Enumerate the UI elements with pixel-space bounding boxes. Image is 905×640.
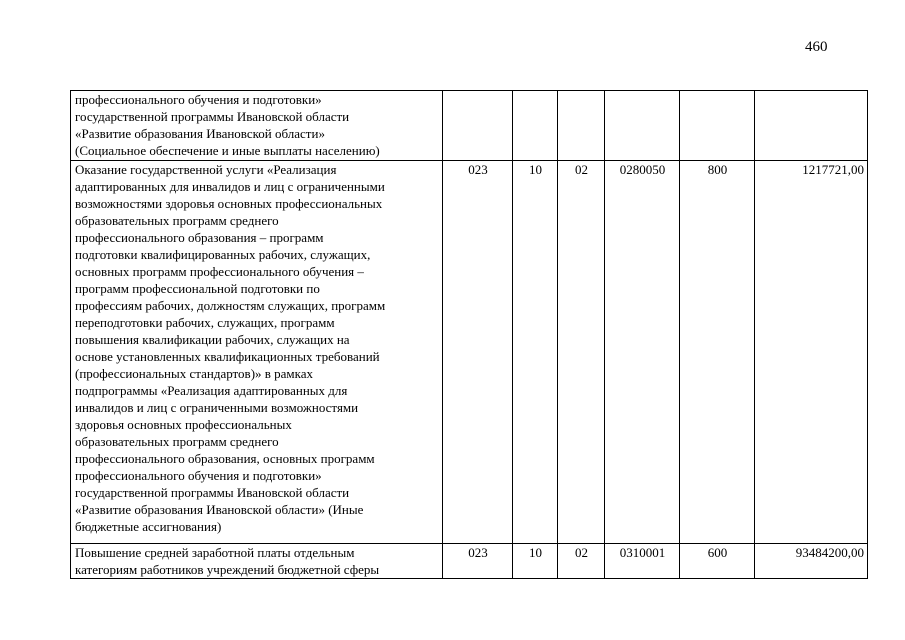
- subsection-code-cell: [558, 91, 605, 161]
- description-line: государственной программы Ивановской области: [75, 485, 350, 500]
- description-line: «Развитие образования Ивановской области»: [75, 126, 325, 141]
- expense-type-cell: [680, 91, 755, 161]
- description-line: бюджетные ассигнования): [75, 519, 222, 534]
- description-line: подпрограммы «Реализация адаптированных для: [75, 383, 348, 398]
- row-description: [71, 544, 443, 579]
- expense-type-cell: 800: [680, 161, 755, 544]
- description-line: программ профессиональной подготовки по: [75, 281, 320, 296]
- budget-table: [70, 90, 868, 579]
- section-code-cell: 10: [513, 544, 558, 579]
- description-line: профессионального обучения и подготовки»: [75, 92, 322, 107]
- description-line: государственной программы Ивановской области: [75, 109, 350, 124]
- description-line: профессиям рабочих, должностям служащих, программ: [75, 298, 386, 313]
- description-line: Повышение средней заработной платы отдельным: [75, 545, 355, 560]
- table-row: [71, 161, 868, 544]
- table-row: [71, 544, 868, 579]
- description-line: образовательных программ среднего: [75, 213, 279, 228]
- section-code-cell: 10: [513, 161, 558, 544]
- description-line: категориям работников учреждений бюджетной сферы: [75, 562, 380, 577]
- description-line: подготовки квалифицированных рабочих, служащих,: [75, 247, 371, 262]
- description-line: образовательных программ среднего: [75, 434, 279, 449]
- ministry-code-cell: 023: [443, 161, 513, 544]
- ministry-code-cell: 023: [443, 544, 513, 579]
- table-row: [71, 91, 868, 161]
- description-line: основе установленных квалификационных требований: [75, 349, 380, 364]
- description-line: «Развитие образования Ивановской области» (Иные: [75, 502, 364, 517]
- description-line: повышения квалификации рабочих, служащих на: [75, 332, 350, 347]
- target-article-cell: 0280050: [605, 161, 680, 544]
- description-line: инвалидов и лиц с ограниченными возможностями: [75, 400, 359, 415]
- description-line: (профессиональных стандартов)» в рамках: [75, 366, 314, 381]
- ministry-code-cell: [443, 91, 513, 161]
- page-number: 460: [805, 39, 828, 55]
- description-line: (Социальное обеспечение и иные выплаты населению): [75, 143, 380, 158]
- amount-cell: 93484200,00: [755, 544, 868, 579]
- section-code-cell: [513, 91, 558, 161]
- description-line: переподготовки рабочих, служащих, программ: [75, 315, 335, 330]
- description-line: основных программ профессионального обучения –: [75, 264, 364, 279]
- target-article-cell: [605, 91, 680, 161]
- description-line: профессионального образования – программ: [75, 230, 324, 245]
- amount-cell: [755, 91, 868, 161]
- amount-cell: 1217721,00: [755, 161, 868, 544]
- target-article-cell: 0310001: [605, 544, 680, 579]
- description-line: Оказание государственной услуги «Реализация: [75, 162, 337, 177]
- description-line: возможностями здоровья основных профессиональных: [75, 196, 383, 211]
- row-description: [71, 91, 443, 161]
- expense-type-cell: 600: [680, 544, 755, 579]
- description-line: профессионального образования, основных программ: [75, 451, 375, 466]
- description-line: профессионального обучения и подготовки»: [75, 468, 322, 483]
- description-line: адаптированных для инвалидов и лиц с ограниченными: [75, 179, 385, 194]
- description-line: здоровья основных профессиональных: [75, 417, 292, 432]
- row-description: [71, 161, 443, 544]
- subsection-code-cell: 02: [558, 544, 605, 579]
- subsection-code-cell: 02: [558, 161, 605, 544]
